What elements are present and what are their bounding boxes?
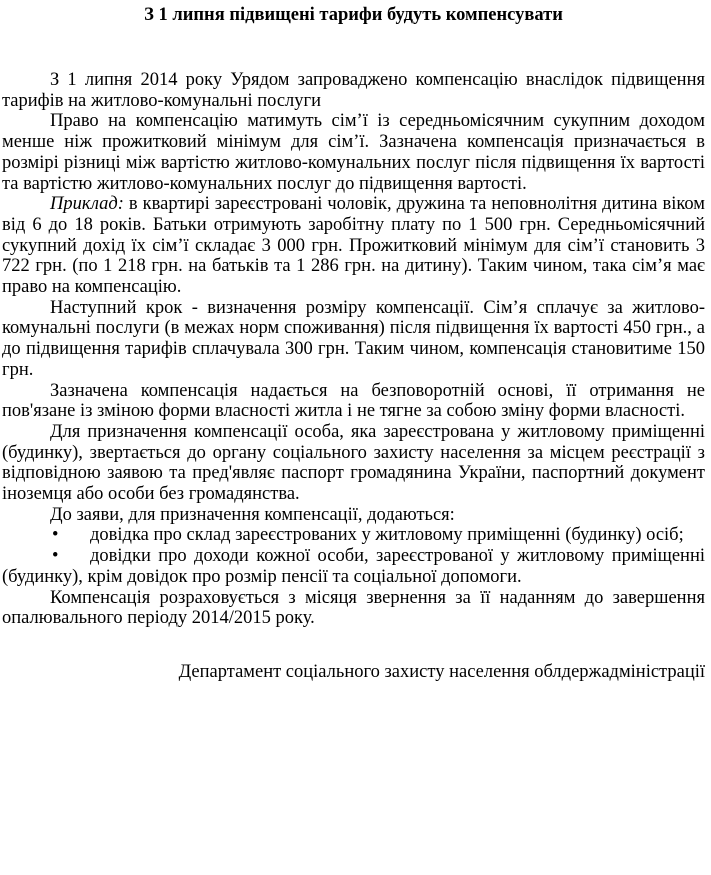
bullet-text: довідка про склад зареєстрованих у житловому приміщенні (будинку) осіб; [90, 525, 684, 546]
paragraph-application: Для призначення компенсації особа, яка зареєстрована у житловому приміщенні (будинку), звертається до органу соціального захисту населення за місцем реєстрації з відповідною заявою та пред'являє паспорт громадянина України, паспортний документ іноземця або особи без громадянства. [2, 421, 705, 505]
paragraph-nonrefundable: Зазначена компенсація надається на безповоротній основі, її отримання не пов'язане із зміною форми власності житла і не тягне за собою зміну форми власності. [2, 380, 705, 422]
document-title: З 1 липня підвищені тарифи будуть компенсувати [144, 5, 563, 25]
list-item [2, 546, 705, 587]
bullet-icon: • [52, 546, 59, 567]
example-text: в квартирі зареєстровані чоловік, дружина та неповнолітня дитина віком від 6 до 18 років. Батьки отримують заробітну плату по 1 500 грн. Середньомісячний сукупний дохід їх сім’ї складає 3 000 грн. Прожитковий мінімум для сім’ї становить 3 722 грн. (по 1 218 грн. на батьків та 1 286 грн. на дитину). Таким чином, така сім’я має право на компенсацію. [2, 194, 705, 298]
paragraph-next-step: Наступний крок - визначення розміру компенсації. Сім’я сплачує за житлово-комунальні послуги (в межах норм споживання) після підвищення їх вартості 450 грн., а до підвищення тарифів сплачувала 300 грн. Таким чином, компенсація становитиме 150 грн. [2, 297, 705, 380]
bullet-icon: • [52, 525, 59, 546]
paragraph-attachments: До заяви, для призначення компенсації, додаються: [50, 504, 455, 525]
paragraph-example [2, 194, 705, 298]
signature: Департамент соціального захисту населення облдержадміністрації [178, 661, 705, 682]
example-label: Приклад: [50, 194, 124, 215]
list-item [2, 525, 705, 546]
spacer [2, 629, 705, 649]
document-body [2, 70, 705, 683]
paragraph-intro: З 1 липня 2014 року Урядом запроваджено компенсацію внаслідок підвищення тарифів на житлово-комунальні послуги [2, 70, 705, 111]
bullet-text: довідки про доходи кожної особи, зареєстрованої у житловому приміщенні (будинку), крім довідок про розмір пенсії та соціальної допомоги. [2, 546, 705, 587]
paragraph-calculation-period: Компенсація розраховується з місяця звернення за її наданням до завершення опалювального періоду 2014/2015 року. [2, 587, 705, 629]
paragraph-eligibility: Право на компенсацію матимуть сім’ї із середньомісячним сукупним доходом менше ніж прожитковий мінімум для сім’ї. Зазначена компенсація призначається в розмірі різниці між вартістю житлово-комунальних послуг після підвищення їх вартості та вартістю житлово-комунальних послуг до підвищення вартості. [2, 111, 705, 194]
